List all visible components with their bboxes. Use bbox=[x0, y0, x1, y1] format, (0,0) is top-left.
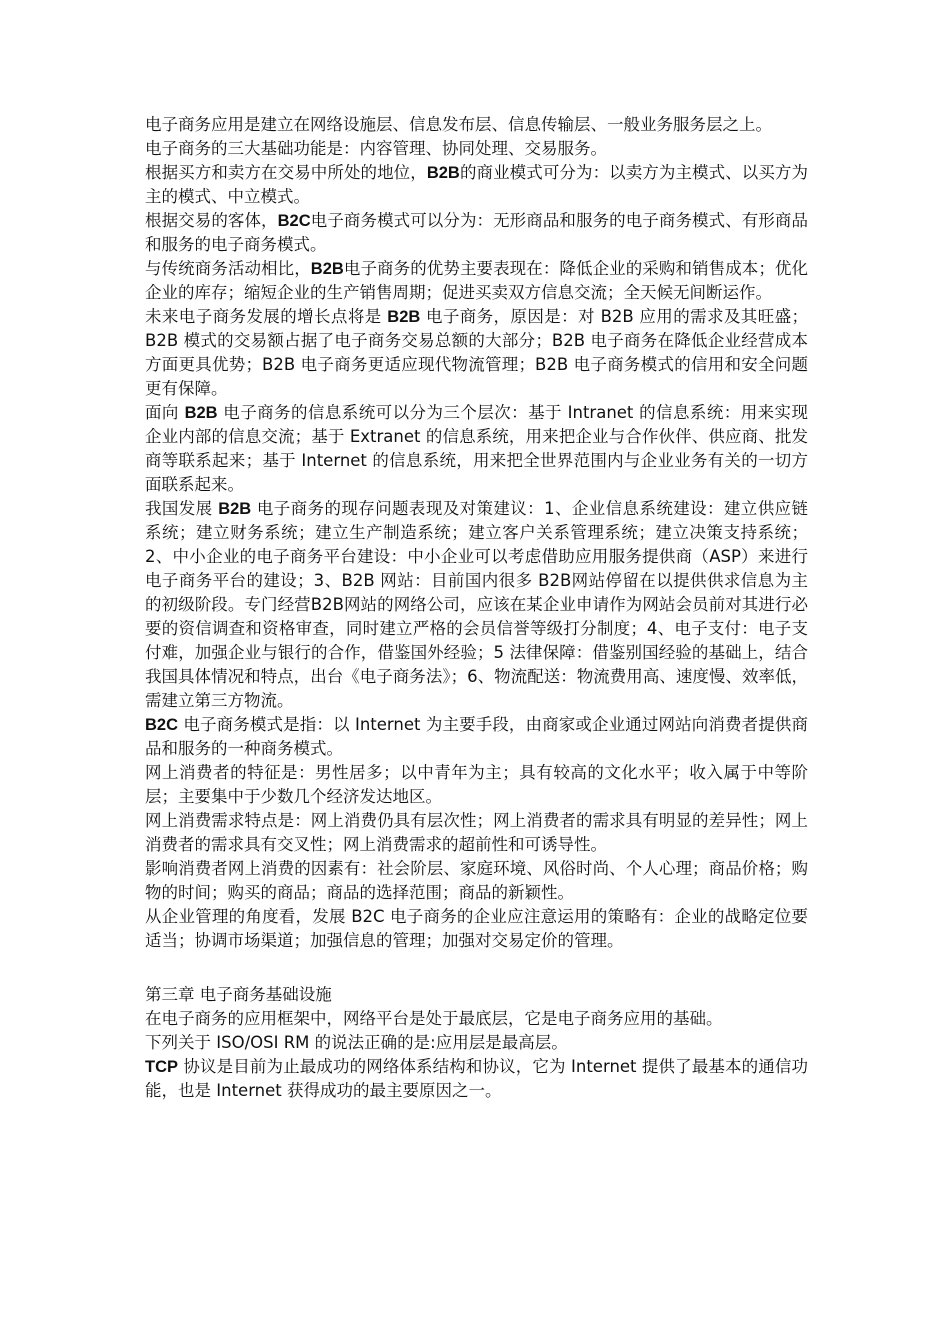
document-page bbox=[145, 113, 808, 1103]
bold-term: B2B bbox=[387, 308, 421, 326]
text-run: 与传统商务活动相比， bbox=[145, 259, 311, 278]
text-run: 面向 bbox=[145, 403, 185, 422]
text-run: 从企业管理的角度看，发展 B2C 电子商务的企业应注意运用的策略有：企业的战略定位要适当；协调市场渠道；加强信息的管理；加强对交易定价的管理。 bbox=[145, 907, 808, 950]
paragraph bbox=[145, 113, 808, 137]
paragraph bbox=[145, 137, 808, 161]
paragraph bbox=[145, 305, 808, 401]
paragraph bbox=[145, 713, 808, 761]
text-run: 电子商务应用是建立在网络设施层、信息发布层、信息传输层、一般业务服务层之上。 bbox=[145, 115, 772, 134]
text-run: 协议是目前为止最成功的网络体系结构和协议，它为 Internet 提供了最基本的通信功能，也是 Internet 获得成功的最主要原因之一。 bbox=[145, 1057, 808, 1100]
paragraph bbox=[145, 257, 808, 305]
text-run: 电子商务的三大基础功能是：内容管理、协同处理、交易服务。 bbox=[145, 139, 607, 158]
bold-term: B2C bbox=[277, 212, 311, 230]
paragraph bbox=[145, 905, 808, 953]
paragraph bbox=[145, 761, 808, 809]
text-run: 电子商务的信息系统可以分为三个层次：基于 Intranet 的信息系统：用来实现企业内部的信息交流；基于 Extranet 的信息系统，用来把企业与合作伙伴、供应商、批发商等联系起来；基于 Internet 的信息系统，用来把全世界范围内与企业业务有关的一切方面联系起来。 bbox=[145, 403, 808, 494]
text-run: 网上消费需求特点是：网上消费仍具有层次性；网上消费者的需求具有明显的差异性；网上消费者的需求具有交叉性；网上消费需求的超前性和可诱导性。 bbox=[145, 811, 808, 854]
paragraph bbox=[145, 1031, 808, 1055]
bold-term: TCP bbox=[145, 1058, 178, 1076]
text-run: 电子商务模式是指：以 Internet 为主要手段，由商家或企业通过网站向消费者提供商品和服务的一种商务模式。 bbox=[145, 715, 808, 758]
bold-term: B2C bbox=[145, 716, 179, 734]
text-run: 根据买方和卖方在交易中所处的地位， bbox=[145, 163, 427, 182]
text-run: 我国发展 bbox=[145, 499, 219, 518]
bold-term: B2B bbox=[310, 260, 344, 278]
bold-term: B2B bbox=[426, 164, 460, 182]
text-run: 根据交易的客体， bbox=[145, 211, 278, 230]
paragraph bbox=[145, 401, 808, 497]
text-run: 电子商务的现存问题表现及对策建议：1、企业信息系统建设：建立供应链系统；建立财务系统；建立生产制造系统；建立客户关系管理系统；建立决策支持系统；2、中小企业的电子商务平台建设：中小企业可以考虑借助应用服务提供商（ASP）来进行电子商务平台的建设；3、B2B 网站：目前国内很多 B2B网站停留在以提供供求信息为主的初级阶段。专门经营B2B网站的网络公司，应该在某企业申请作为网站会员前对其进行必要的资信调查和资格审查，同时建立严格的会员信誉等级打分制度；4、电子支付：电子支付难，加强企业与银行的合作，借鉴国外经验；5 法律保障：借鉴别国经验的基础上，结合我国具体情况和特点，出台《电子商务法》；6、物流配送：物流费用高、速度慢、效率低，需建立第三方物流。 bbox=[145, 499, 808, 710]
paragraph-spacer bbox=[145, 953, 808, 983]
paragraph bbox=[145, 161, 808, 209]
paragraph bbox=[145, 1055, 808, 1103]
bold-term: B2B bbox=[184, 404, 218, 422]
bold-term: B2B bbox=[218, 500, 252, 518]
paragraph bbox=[145, 1007, 808, 1031]
text-run: 的商业模式可分为：以卖方为主模式、以买方为主的模式、中立模式。 bbox=[145, 163, 809, 206]
paragraph bbox=[145, 209, 808, 257]
paragraph bbox=[145, 497, 808, 713]
text-run: 下列关于 ISO/OSI RM 的说法正确的是:应用层是最高层。 bbox=[145, 1033, 568, 1052]
text-run: 电子商务，原因是：对 B2B 应用的需求及其旺盛；B2B 模式的交易额占据了电子商务交易总额的大部分；B2B 电子商务在降低企业经营成本方面更具优势；B2B 电子商务更适应现代物流管理；B2B 电子商务模式的信用和安全问题更有保障。 bbox=[145, 307, 809, 398]
paragraph bbox=[145, 809, 808, 857]
text-run: 未来电子商务发展的增长点将是 bbox=[145, 307, 388, 326]
text-run: 在电子商务的应用框架中，网络平台是处于最底层，它是电子商务应用的基础。 bbox=[145, 1009, 723, 1028]
text-run: 电子商务的优势主要表现在：降低企业的采购和销售成本；优化企业的库存；缩短企业的生产销售周期；促进买卖双方信息交流；全天候无间断运作。 bbox=[145, 259, 809, 302]
text-run: 第三章 电子商务基础设施 bbox=[145, 985, 332, 1004]
text-run: 电子商务模式可以分为：无形商品和服务的电子商务模式、有形商品和服务的电子商务模式。 bbox=[145, 211, 809, 254]
paragraph bbox=[145, 983, 808, 1007]
text-run: 影响消费者网上消费的因素有：社会阶层、家庭环境、风俗时尚、个人心理；商品价格；购物的时间；购买的商品；商品的选择范围；商品的新颖性。 bbox=[145, 859, 808, 902]
text-run: 网上消费者的特征是：男性居多；以中青年为主；具有较高的文化水平；收入属于中等阶层；主要集中于少数几个经济发达地区。 bbox=[145, 763, 808, 806]
paragraph bbox=[145, 857, 808, 905]
